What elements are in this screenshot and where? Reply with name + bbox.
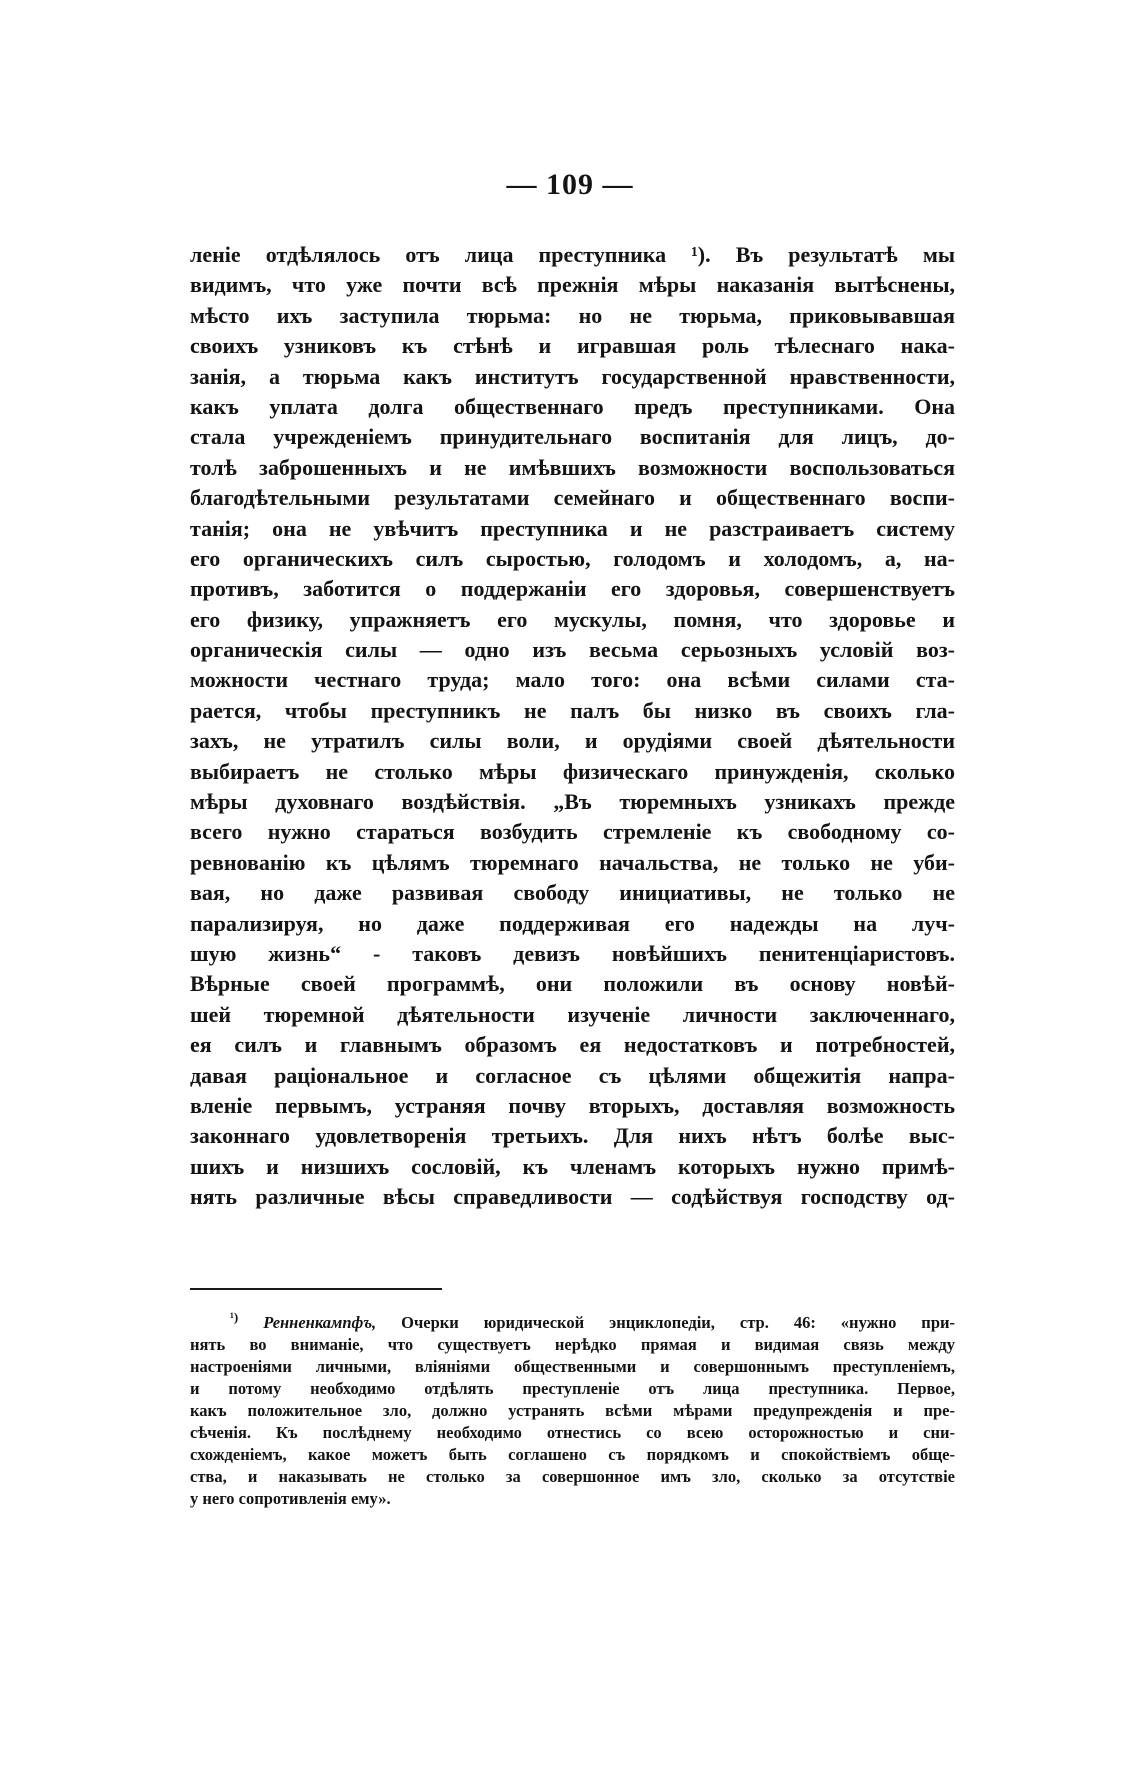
footnote-marker: ¹) [230, 1312, 239, 1325]
main-text-line: нять различные вѣсы справедливости — содѣйствуя господству од- [190, 1184, 955, 1210]
main-text-line: какъ уплата долга общественнаго предъ преступниками. Она [190, 393, 955, 419]
footnote-author: Ренненкампфъ, [263, 1313, 377, 1332]
footnote-block [190, 1312, 955, 1510]
footnote-divider [190, 1288, 442, 1290]
main-text-line: всего нужно стараться возбудить стремленіе къ свободному со- [190, 819, 955, 845]
main-text-line: Вѣрные своей программѣ, они положили въ основу новѣй- [190, 971, 955, 997]
main-text-line: ея силъ и главнымъ образомъ ея недостатковъ и потребностей, [190, 1032, 955, 1058]
main-text-line: толѣ заброшенныхъ и не имѣвшихъ возможности воспользоваться [190, 454, 955, 480]
footnote-first-line-text: Очерки юридической энциклопедіи, стр. 46: «нужно при- [401, 1313, 955, 1332]
main-text-line: танія; она не увѣчитъ преступника и не разстраиваетъ систему [190, 515, 955, 541]
footnote-line: сѣченія. Къ послѣднему необходимо отнестись со всею осторожностью и сни- [190, 1423, 955, 1442]
main-text-line: законнаго удовлетворенія третьихъ. Для нихъ нѣтъ болѣе выс- [190, 1123, 955, 1149]
main-text-line: ревнованію къ цѣлямъ тюремнаго начальства, не только не уби- [190, 849, 955, 875]
main-text-line: вая, но даже развивая свободу инициативы, не только не [190, 880, 955, 906]
footnote-line: и потому необходимо отдѣлять преступленіе отъ лица преступника. Первое, [190, 1379, 955, 1398]
main-text-line: шихъ и низшихъ сословій, къ членамъ которыхъ нужно примѣ- [190, 1153, 955, 1179]
main-text-line: видимъ, что уже почти всѣ прежнія мѣры наказанія вытѣснены, [190, 272, 955, 298]
footnote-first-line [190, 1312, 955, 1334]
main-text-line: рается, чтобы преступникъ не палъ бы низко въ своихъ гла- [190, 697, 955, 723]
footnote-line: нять во вниманіе, что существуетъ нерѣдко прямая и видимая связь между [190, 1335, 955, 1354]
main-text-block [190, 240, 955, 1213]
main-text-line: давая раціональное и согласное съ цѣлями общежитія напра- [190, 1062, 955, 1088]
footnote-line: схожденіемъ, какое можетъ быть соглашено съ порядкомъ и спокойствіемъ обще- [190, 1445, 955, 1464]
main-text-line: мѣры духовнаго воздѣйствія. „Въ тюремныхъ узникахъ прежде [190, 789, 955, 815]
footnote-line: настроеніями личными, вліяніями общественными и совершоннымъ преступленіемъ, [190, 1357, 955, 1376]
footnote-line: у него сопротивленія ему». [190, 1489, 391, 1508]
main-text-line: органическія силы — одно изъ весьма серьозныхъ условій воз- [190, 637, 955, 663]
main-text-line: захъ, не утратилъ силы воли, и орудіями своей дѣятельности [190, 728, 955, 754]
footnote-line: ства, и наказывать не столько за совершонное имъ зло, сколько за отсутствіе [190, 1467, 955, 1486]
main-text-line: его физику, упражняетъ его мускулы, помня, что здоровье и [190, 606, 955, 632]
main-text-line: шую жизнь“ - таковъ девизъ новѣйшихъ пенитенціаристовъ. [190, 940, 955, 966]
main-text-line: парализируя, но даже поддерживая его надежды на луч- [190, 910, 955, 936]
main-text-line: мѣсто ихъ заступила тюрьма: но не тюрьма, приковывавшая [190, 302, 955, 328]
main-text-line: можности честнаго труда; мало того: она всѣми силами ста- [190, 667, 955, 693]
main-text-line: выбираетъ не столько мѣры физическаго принужденія, сколько [190, 758, 955, 784]
main-text-line: занія, а тюрьма какъ институтъ государственной нравственности, [190, 363, 955, 389]
main-text-line: стала учрежденіемъ принудительнаго воспитанія для лицъ, до- [190, 424, 955, 450]
main-text-line: вленіе первымъ, устраняя почву вторыхъ, доставляя возможность [190, 1092, 955, 1118]
main-text-line: шей тюремной дѣятельности изученіе личности заключеннаго, [190, 1001, 955, 1027]
main-text-line: противъ, заботится о поддержаніи его здоровья, совершенствуетъ [190, 576, 955, 602]
footnote-line: какъ положительное зло, должно устранять всѣми мѣрами предупрежденія и пре- [190, 1401, 955, 1420]
main-text-line: леніе отдѣлялось отъ лица преступника ¹). Въ результатѣ мы [190, 242, 955, 267]
main-text-line: своихъ узниковъ къ стѣнѣ и игравшая роль тѣлеснаго нака- [190, 333, 955, 359]
main-text-line: его органическихъ силъ сыростью, голодомъ и холодомъ, а, на- [190, 545, 955, 571]
page-number: — 109 — [506, 168, 634, 201]
main-text-line: благодѣтельными результатами семейнаго и общественнаго воспи- [190, 485, 955, 511]
